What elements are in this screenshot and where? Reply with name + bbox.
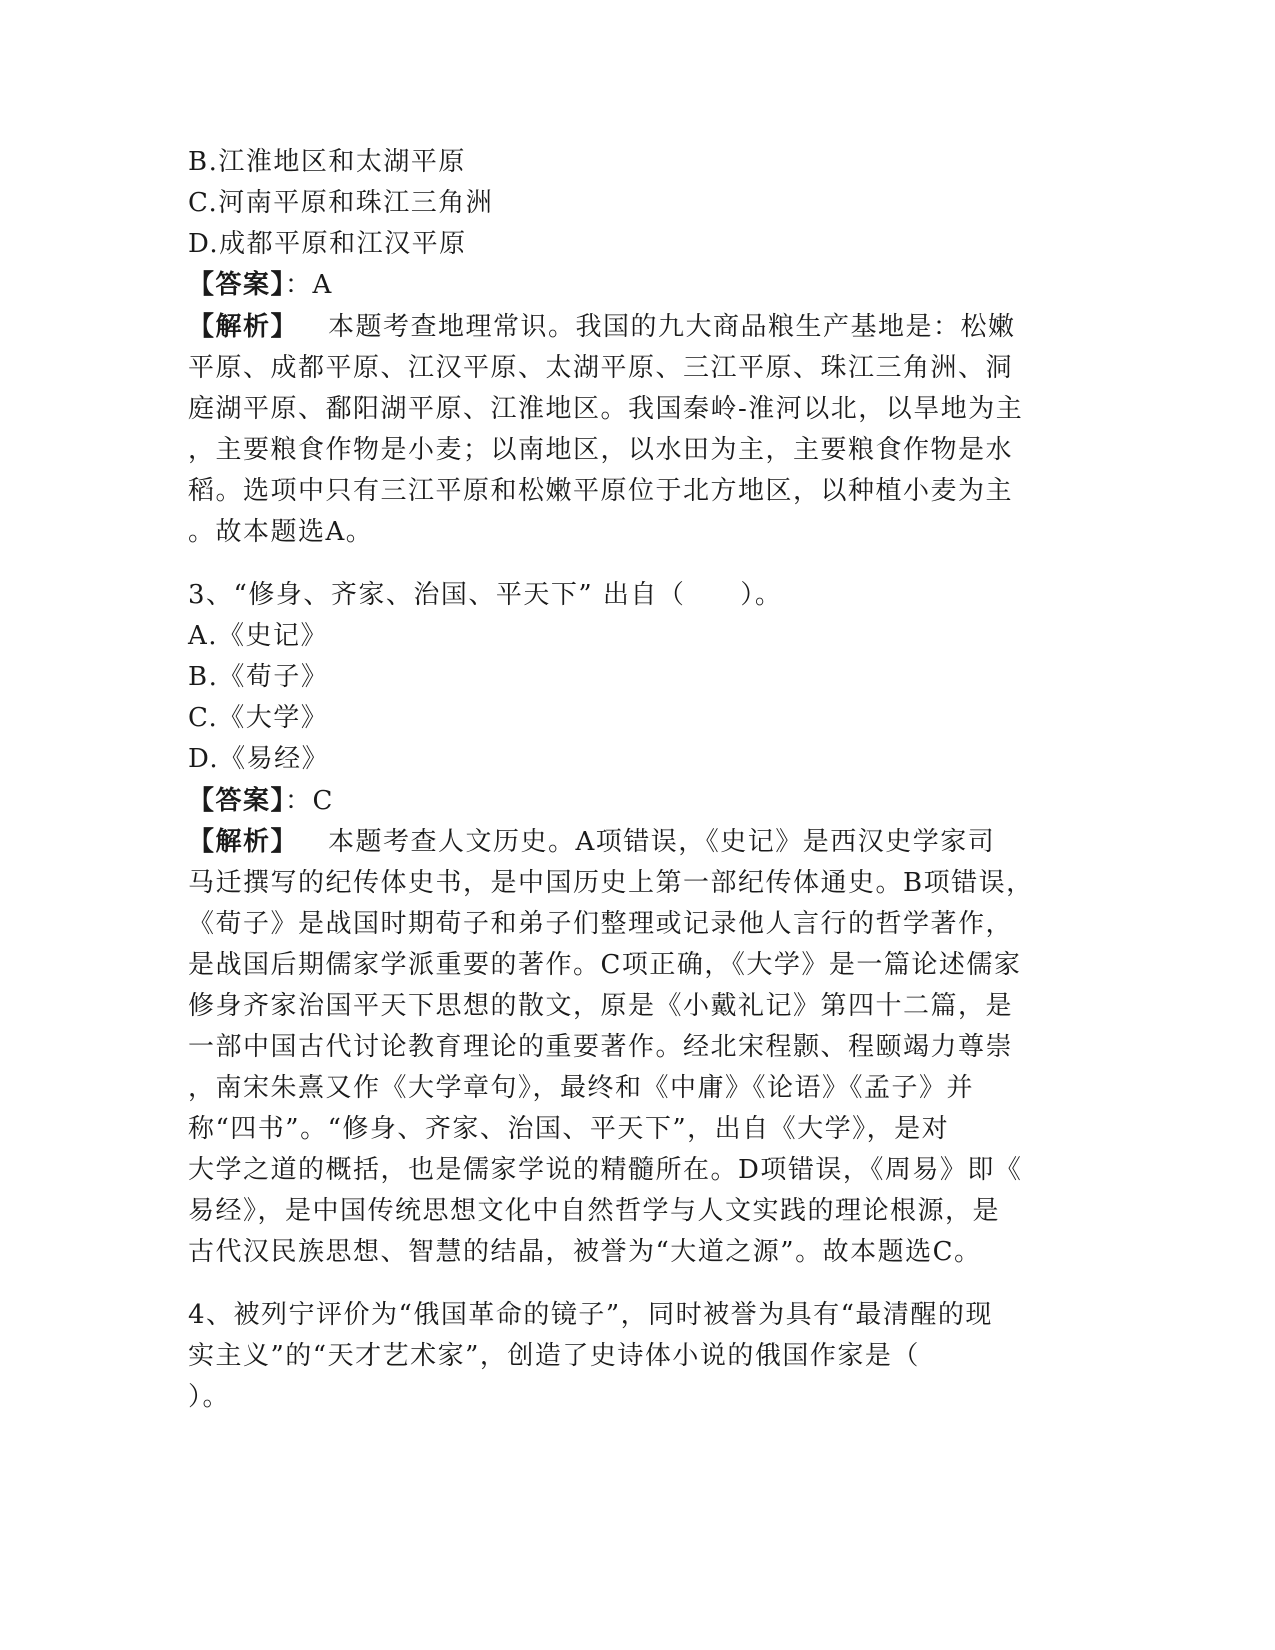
q3-analysis-line-10: 易经》，是中国传统思想文化中自然哲学与人文实践的理论根源，是 — [188, 1196, 1001, 1226]
q3-option-a: A.《史记》 — [188, 621, 329, 651]
q2-analysis-line-4: ，主要粮食作物是小麦；以南地区，以水田为主，主要粮食作物是水 — [188, 435, 1014, 465]
q3-analysis-line-7: ，南宋朱熹又作《大学章句》，最终和《中庸》《论语》《孟子》并 — [188, 1073, 975, 1103]
q2-analysis-line-1 — [188, 312, 1016, 342]
q4-question-line-3: ）。 — [188, 1382, 231, 1412]
q3-option-c: C.《大学》 — [188, 703, 329, 733]
q3-analysis-line-11: 古代汉民族思想、智慧的结晶，被誉为“大道之源”。故本题选C。 — [188, 1237, 982, 1267]
q3-analysis-line-3: 《荀子》是战国时期荀子和弟子们整理或记录他人言行的哲学著作， — [188, 909, 1014, 939]
q3-question: 3、“修身、齐家、治国、平天下” 出自（ ）。 — [188, 580, 783, 610]
answer-value: ：A — [285, 270, 333, 300]
q2-analysis-line-6: 。故本题选A。 — [188, 517, 374, 547]
q2-answer — [188, 270, 333, 300]
q3-analysis-line-8: 称“四书”。“修身、齐家、治国、平天下”，出自《大学》，是对 — [188, 1114, 950, 1144]
analysis-text: 本题考查地理常识。我国的九大商品粮生产基地是：松嫩 — [328, 312, 1016, 342]
answer-value: ：C — [285, 786, 334, 816]
q4-question-line-1: 4、被列宁评价为“俄国革命的镜子”，同时被誉为具有“最清醒的现 — [188, 1300, 993, 1330]
q3-analysis-line-5: 修身齐家治国平天下思想的散文，原是《小戴礼记》第四十二篇，是 — [188, 991, 1014, 1021]
answer-label: 【答案】 — [188, 270, 286, 300]
q3-option-b: B.《荀子》 — [188, 662, 329, 692]
q3-analysis-line-4: 是战国后期儒家学派重要的著作。C项正确，《大学》是一篇论述儒家 — [188, 950, 1022, 980]
q3-option-d: D.《易经》 — [188, 744, 330, 774]
q2-option-d: D.成都平原和江汉平原 — [188, 229, 467, 259]
q3-analysis-line-9: 大学之道的概括，也是儒家学说的精髓所在。D项错误，《周易》即《 — [188, 1155, 1023, 1185]
q2-option-c: C.河南平原和珠江三角洲 — [188, 188, 494, 218]
q3-answer — [188, 786, 334, 816]
answer-label: 【答案】 — [188, 786, 286, 816]
q2-analysis-line-5: 稻。选项中只有三江平原和松嫩平原位于北方地区，以种植小麦为主 — [188, 476, 1014, 506]
analysis-label: 【解析】 — [188, 312, 299, 342]
q4-question-line-2: 实主义”的“天才艺术家”，创造了史诗体小说的俄国作家是（ — [188, 1341, 920, 1371]
analysis-text: 本题考查人文历史。A项错误，《史记》是西汉史学家司 — [328, 827, 996, 857]
q3-analysis-line-6: 一部中国古代讨论教育理论的重要著作。经北宋程颢、程颐竭力尊崇 — [188, 1032, 1014, 1062]
q2-analysis-line-3: 庭湖平原、鄱阳湖平原、江淮地区。我国秦岭-淮河以北，以旱地为主 — [188, 394, 1024, 424]
q2-analysis-line-2: 平原、成都平原、江汉平原、太湖平原、三江平原、珠江三角洲、洞 — [188, 353, 1014, 383]
q3-analysis-line-2: 马迁撰写的纪传体史书，是中国历史上第一部纪传体通史。B项错误， — [188, 868, 1034, 898]
analysis-label: 【解析】 — [188, 827, 299, 857]
q3-analysis-line-1 — [188, 827, 995, 857]
q2-option-b: B.江淮地区和太湖平原 — [188, 147, 466, 177]
